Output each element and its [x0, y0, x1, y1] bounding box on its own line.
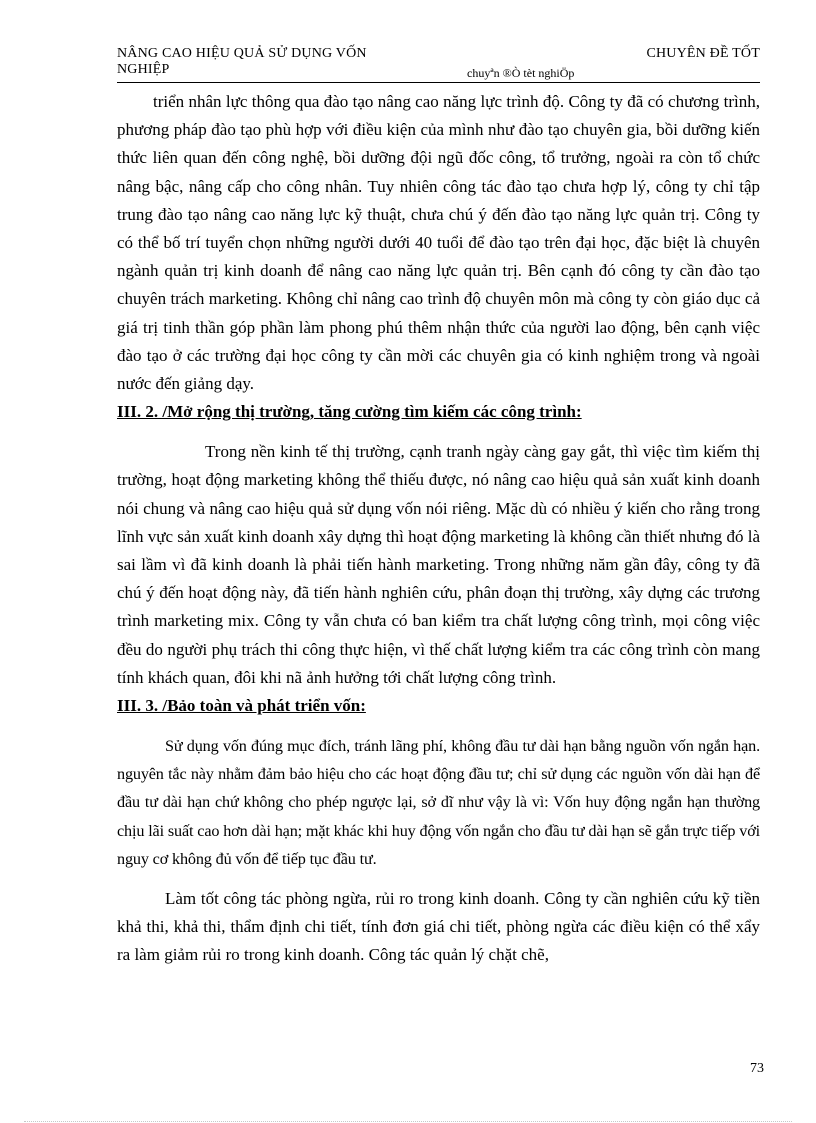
page-number: 73: [750, 1061, 764, 1076]
body-paragraph-4: Làm tốt công tác phòng ngừa, rủi ro trong kinh doanh. Công ty cần nghiên cứu kỹ tiền khả thi, khả thi, thẩm định chi tiết, tính đơn giá chi tiết, phòng ngừa các điều kiện có thể xẩy ra làm giảm rủi ro trong kinh doanh. Công tác quản lý chặt chẽ,: [117, 889, 760, 965]
spacer: [117, 720, 760, 732]
spacer: [117, 426, 760, 438]
spacer: [117, 873, 760, 885]
header-title-left-line1: NÂNG CAO HIỆU QUẢ SỬ DỤNG VỐN: [117, 46, 367, 61]
header-title-left-line2: NGHIỆP: [117, 62, 170, 77]
header-title-left: [117, 46, 367, 78]
body-paragraph-3: Sử dụng vốn đúng mục đích, tránh lãng phí, không đầu tư dài hạn bằng nguồn vốn ngắn hạn. nguyên tắc này nhằm đảm bảo hiệu cho các hoạt động đầu tư; chỉ sử dụng các nguồn vốn dài hạn để đầu tư dài hạn chứ không cho phép ngược lại, sở dĩ như vậy là vì: Vốn huy động ngắn hạn thường chịu lãi suất cao hơn dài hạn; mặt khác khi huy động vốn ngắn cho đầu tư dài hạn sẽ gắn trực tiếp với nguy cơ không đủ vốn để tiếp tục đầu tư.: [117, 737, 760, 868]
page-bottom-divider: [24, 1121, 792, 1122]
header-title-right: CHUYÊN ĐỀ TỐT: [646, 46, 760, 61]
page-body: [117, 88, 760, 970]
header-center-text: chuyªn ®Ò tèt nghiÖp: [467, 66, 575, 80]
body-paragraph-1: triển nhân lực thông qua đào tạo nâng cao năng lực trình độ. Công ty đã có chương trình, phương pháp đào tạo phù hợp với điều kiện của mình như đào tạo chuyên gia, bồi dưỡng kiến thức liên quan đến công nghệ, bồi dưỡng đội ngũ đốc công, tổ trưởng, ngoài ra còn tổ chức nâng bậc, nâng cấp cho công nhân. Tuy nhiên công tác đào tạo chưa hợp lý, công ty chỉ tập trung đào tạo nâng cao năng lực kỹ thuật, chưa chú ý đến đào tạo năng lực quản trị. Công ty có thể bố trí tuyển chọn những người dưới 40 tuổi để đào tạo trên đại học, đặc biệt là chuyên ngành quản trị kinh doanh để nâng cao năng lực quản trị. Bên cạnh đó công ty cần đào tạo chuyên trách marketing. Không chỉ nâng cao trình độ chuyên môn mà công ty còn giáo dục cả giá trị tinh thần góp phần làm phong phú thêm nhận thức của người lao động, bên cạnh việc đào tạo ở các trường đại học công ty cần mời các chuyên gia có kinh nghiệm trong và ngoài nước đến giảng dạy.: [117, 92, 760, 394]
header-divider: [117, 82, 760, 83]
page-header: [117, 46, 760, 84]
body-paragraph-2: Trong nền kinh tế thị trường, cạnh tranh ngày càng gay gắt, thì việc tìm kiếm thị trường, hoạt động marketing không thể thiếu được, nó nâng cao hiệu quả sản xuất kinh doanh nói chung và nâng cao hiệu quả sử dụng vốn nói riêng. Mặc dù có nhiều ý kiến cho rằng trong lĩnh vực sản xuất kinh doanh xây dựng thì hoạt động marketing là không cần thiết nhưng đó là sai lầm vì đã kinh doanh là phải tiến hành marketing. Trong những năm gần đây, công ty đã chú ý đến hoạt động này, đã tiến hành nghiên cứu, phân đoạn thị trường, xây dựng các trương trình marketing mix. Công ty vẫn chưa có ban kiểm tra chất lượng công trình, mọi công việc đều do người phụ trách thi công thực hiện, vì thế chất lượng kiểm tra các công trình còn mang tính khách quan, đôi khi nã ảnh hưởng tới chất lượng công trình.: [117, 442, 760, 687]
section-heading-3: III. 3. /Bảo toàn và phát triển vốn:: [117, 696, 366, 716]
section-heading-2: III. 2. /Mở rộng thị trường, tăng cường tìm kiếm các công trình:: [117, 402, 582, 422]
